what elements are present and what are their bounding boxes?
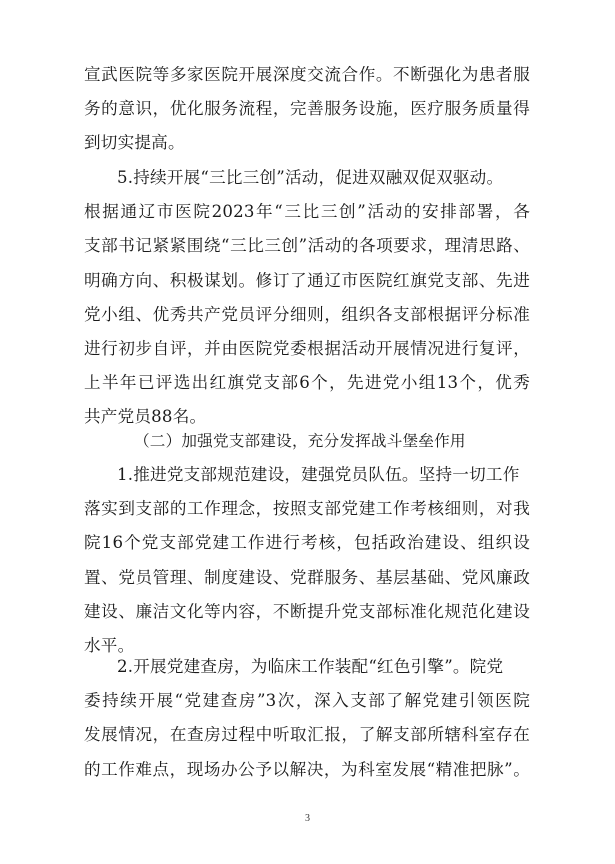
page-number: 3 xyxy=(305,813,310,824)
text-line: 落实到支部的工作理念，按照支部党建工作考核细则，对我 xyxy=(84,499,530,519)
text-line: 的工作难点，现场办公予以解决，为科室发展“精准把脉”。 xyxy=(84,759,530,779)
section-heading: （二）加强党支部建设，充分发挥战斗堡垒作用 xyxy=(134,432,466,450)
text-line: 上半年已评选出红旗党支部6个，先进党小组13个，优秀 xyxy=(84,373,530,393)
text-line: 党小组、优秀共产党员评分细则，组织各支部根据评分标准 xyxy=(84,304,530,324)
text-line: 共产党员88名。 xyxy=(84,407,207,427)
text-line: 置、党员管理、制度建设、党群服务、基层基础、党风廉政 xyxy=(84,567,530,587)
text-line: 到切实提高。 xyxy=(84,133,185,153)
text-line: 务的意识，优化服务流程，完善服务设施，医疗服务质量得 xyxy=(84,99,530,119)
text-line: 院16个党支部党建工作进行考核，包括政治建设、组织设 xyxy=(84,533,530,553)
paragraph-3 xyxy=(84,458,530,663)
paragraph-4 xyxy=(84,650,530,787)
text-line: 进行初步自评，并由医院党委根据活动开展情况进行复评， xyxy=(84,338,530,358)
text-line: 支部书记紧紧围绕“三比三创”活动的各项要求，理清思路、 xyxy=(84,236,530,256)
paragraph-2 xyxy=(84,161,530,435)
text-line: 5.持续开展“三比三创”活动，促进双融双促双驱动。 xyxy=(117,168,504,187)
text-line: 根据通辽市医院2023年“三比三创”活动的安排部署，各 xyxy=(84,202,530,222)
text-line: 发展情况，在查房过程中听取汇报，了解支部所辖科室存在 xyxy=(84,725,530,745)
text-line: 明确方向、积极谋划。修订了通辽市医院红旗党支部、先进 xyxy=(84,270,530,290)
text-line: 宣武医院等多家医院开展深度交流合作。不断强化为患者服 xyxy=(84,65,530,84)
text-line: 建设、廉洁文化等内容，不断提升党支部标准化规范化建设 xyxy=(84,601,530,621)
text-line: 委持续开展“党建查房”3次，深入支部了解党建引领医院 xyxy=(84,691,530,711)
text-line: 2.开展党建查房，为临床工作装配“红色引擎”。院党 xyxy=(117,657,504,676)
text-line: 1.推进党支部规范建设，建强党员队伍。坚持一切工作 xyxy=(117,465,520,484)
text-line: 水平。 xyxy=(84,635,135,655)
paragraph-1 xyxy=(84,58,530,161)
section-heading-block xyxy=(84,424,530,458)
